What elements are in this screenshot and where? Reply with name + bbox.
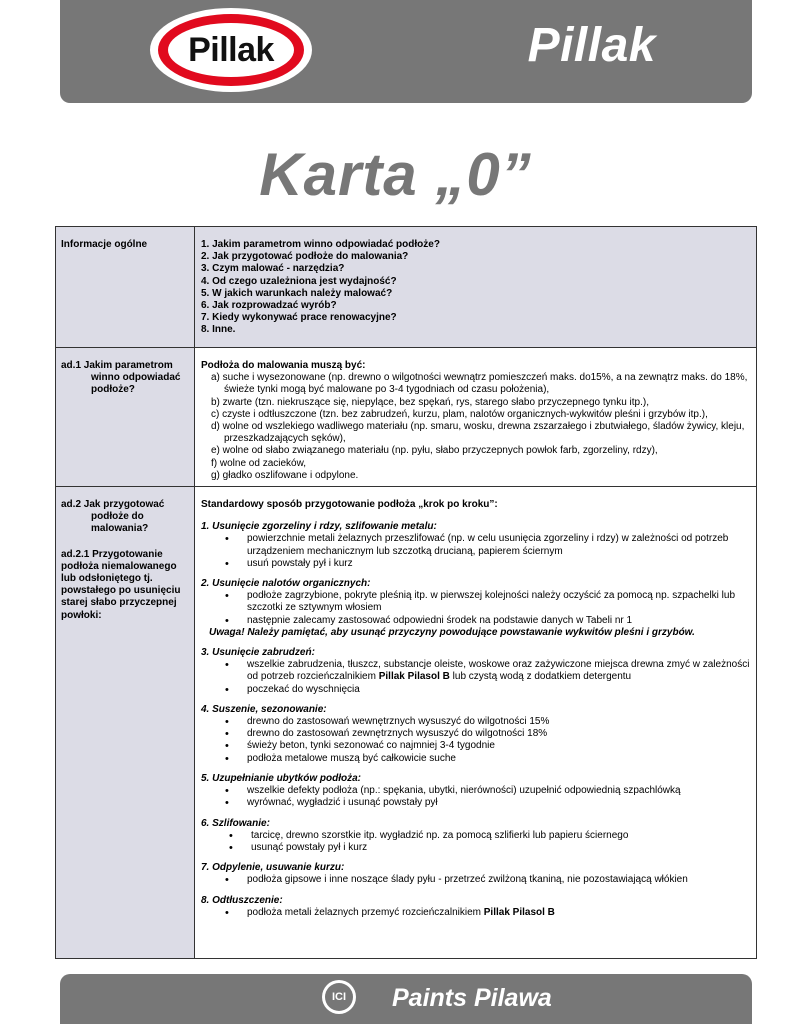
list-item: • usuń powstały pył i kurz — [201, 558, 750, 570]
list-item: f) wolne od zacieków, — [211, 457, 307, 469]
step-title: 2. Usunięcie nalotów organicznych: — [201, 578, 371, 590]
table-row — [56, 348, 757, 487]
list-item: • powierzchnie metali żelaznych przeszlifować (np. w celu usunięcia zgorzeliny i rdzy) w zależności od potrzeb urządzeniem mechanicznym lub szczotką drucianą, papierem ściernym — [201, 533, 750, 557]
table-row — [56, 227, 757, 348]
list-item: • podłoża gipsowe i inne noszące ślady pyłu - przetrzeć zwilżoną tkaniną, nie pozostawiającą włókien — [201, 874, 750, 886]
step-title: 7. Odpylenie, usuwanie kurzu: — [201, 862, 345, 874]
requirements-list — [201, 372, 750, 482]
list-item: 8. Inne. — [201, 324, 236, 336]
list-item — [201, 659, 750, 683]
list-item — [201, 907, 750, 919]
header-band — [60, 0, 752, 103]
info-table — [55, 226, 757, 959]
item-text: wszelkie zabrudzenia, tłuszcz, substancje oleiste, woskowe oraz zażywiczone miejsca drewna zmyć w zależności od potrzeb rozcieńczalnikiem — [247, 659, 750, 683]
list-item: b) zwarte (tzn. niekruszące się, niepylące, bez spękań, rys, starego słabo przyczepnego tynku itp.), — [211, 396, 649, 408]
brand-title: Pillak — [527, 19, 656, 72]
section-heading: Podłoża do malowania muszą być: — [201, 360, 366, 371]
row-label — [56, 227, 195, 348]
step-title: 4. Suszenie, sezonowanie: — [201, 703, 327, 715]
list-item: e) wolne od słabo związanego materiału (np. pyłu, słabo przyczepnych powłok farb, zgorzeliny, rdzy), — [211, 445, 658, 457]
section-heading: Standardowy sposób przygotowanie podłoża „krok po kroku”: — [201, 499, 498, 511]
product-name: Pillak Pilasol B — [483, 906, 555, 918]
list-item: • podłoża metalowe muszą być całkowicie suche — [201, 753, 750, 765]
list-item: g) gładko oszlifowane i odpylone. — [211, 469, 359, 481]
step-title: 6. Szlifowanie: — [201, 817, 270, 829]
list-item: 2. Jak przygotować podłoże do malowania? — [201, 251, 409, 263]
logo-red-ring — [158, 14, 304, 86]
row-label — [56, 487, 195, 959]
list-item: • wyrównać, wygładzić i usunąć powstały pył — [201, 797, 750, 809]
row-label-text: ad.1 Jakim parametrom winno odpowiadać podłoże? — [61, 360, 181, 396]
list-item: 3. Czym malować - narzędzia? — [201, 263, 345, 275]
product-name: Pillak Pilasol B — [378, 671, 450, 683]
footer-band — [60, 974, 752, 1024]
row-sublabel-text: ad.2.1 Przygotowanie podłoża niemalowanego lub odsłoniętego tj. powstałego po usunięciu starej słabo przyczepnej powłoki: — [61, 548, 181, 621]
list-item: • poczekać do wyschnięcia — [201, 684, 750, 696]
row-content — [195, 348, 757, 487]
footer-brand: Paints Pilawa — [392, 984, 552, 1012]
list-item: • podłoże zagrzybione, pokryte pleśnią itp. w pierwszej kolejności należy oczyścić za pomocą np. szpachelki lub szczotki ze sztywnym włosiem — [201, 590, 750, 614]
list-item: • świeży beton, tynki sezonować co najmniej 3-4 tygodnie — [201, 740, 750, 752]
pillak-logo — [150, 8, 312, 92]
list-item: • drewno do zastosowań zewnętrznych wysuszyć do wilgotności 18% — [201, 728, 750, 740]
list-item: • usunąć powstały pył i kurz — [201, 842, 750, 854]
ici-logo — [322, 980, 356, 1014]
list-item: • tarcicę, drewno szorstkie itp. wygładzić np. za pomocą szlifierki lub papieru ściernego — [201, 830, 750, 842]
item-text: podłoża metali żelaznych przemyć rozcieńczalnikiem — [247, 906, 484, 918]
logo-text: Pillak — [168, 23, 294, 77]
list-item: a) suche i wysezonowane (np. drewno o wilgotności wewnątrz pomieszczeń maks. do15%, a na zewnątrz maks. do 18%, świeże tynki mogą być malowane po 3-4 tygodniach od czasu położenia), — [211, 372, 748, 396]
list-item: • wszelkie defekty podłoża (np.: spękania, ubytki, nierówności) uzupełnić odpowiednią szpachlówką — [201, 785, 750, 797]
step-title: 3. Usunięcie zabrudzeń: — [201, 647, 315, 659]
list-item: 4. Od czego uzależniona jest wydajność? — [201, 275, 397, 287]
row-label-text: ad.2 Jak przygotować podłoże do malowania? — [61, 499, 165, 535]
step-title: 5. Uzupełnianie ubytków podłoża: — [201, 772, 362, 784]
list-item: • następnie zalecamy zastosować odpowiedni środek na podstawie danych w Tabeli nr 1 — [201, 615, 750, 627]
row-content — [195, 227, 757, 348]
list-item: • drewno do zastosowań wewnętrznych wysuszyć do wilgotności 15% — [201, 716, 750, 728]
warning-note: Uwaga! Należy pamiętać, aby usunąć przyczyny powodujące powstawanie wykwitów pleśni i grzybów. — [209, 626, 695, 638]
row-content — [195, 487, 757, 959]
list-item: c) czyste i odtłuszczone (tzn. bez zabrudzeń, kurzu, plam, nalotów organicznych-wykwitów pleśni i grzybów itp.), — [211, 408, 708, 420]
list-item: 6. Jak rozprowadzać wyrób? — [201, 300, 337, 312]
step-title: 8. Odtłuszczenie: — [201, 894, 283, 906]
list-item: d) wolne od wszlekiego wadliwego materiału (np. smaru, wosku, drewna zszarzałego i zbutwiałego, śladów żywicy, kleju, przeszkadzających sęków), — [211, 421, 745, 445]
row-label — [56, 348, 195, 487]
ici-logo-text: ICI — [325, 983, 353, 1011]
table-row — [56, 487, 757, 959]
document-title: Karta „0” — [259, 141, 532, 208]
item-text: lub czystą wodą z dodatkiem detergentu — [449, 671, 632, 683]
list-item: 5. W jakich warunkach należy malować? — [201, 287, 393, 299]
list-item: 7. Kiedy wykonywać prace renowacyjne? — [201, 312, 397, 324]
list-item: 1. Jakim parametrom winno odpowiadać podłoże? — [201, 239, 440, 250]
step-title: 1. Usunięcie zgorzeliny i rdzy, szlifowanie metalu: — [201, 521, 437, 533]
row-label-text: Informacje ogólne — [61, 239, 148, 250]
